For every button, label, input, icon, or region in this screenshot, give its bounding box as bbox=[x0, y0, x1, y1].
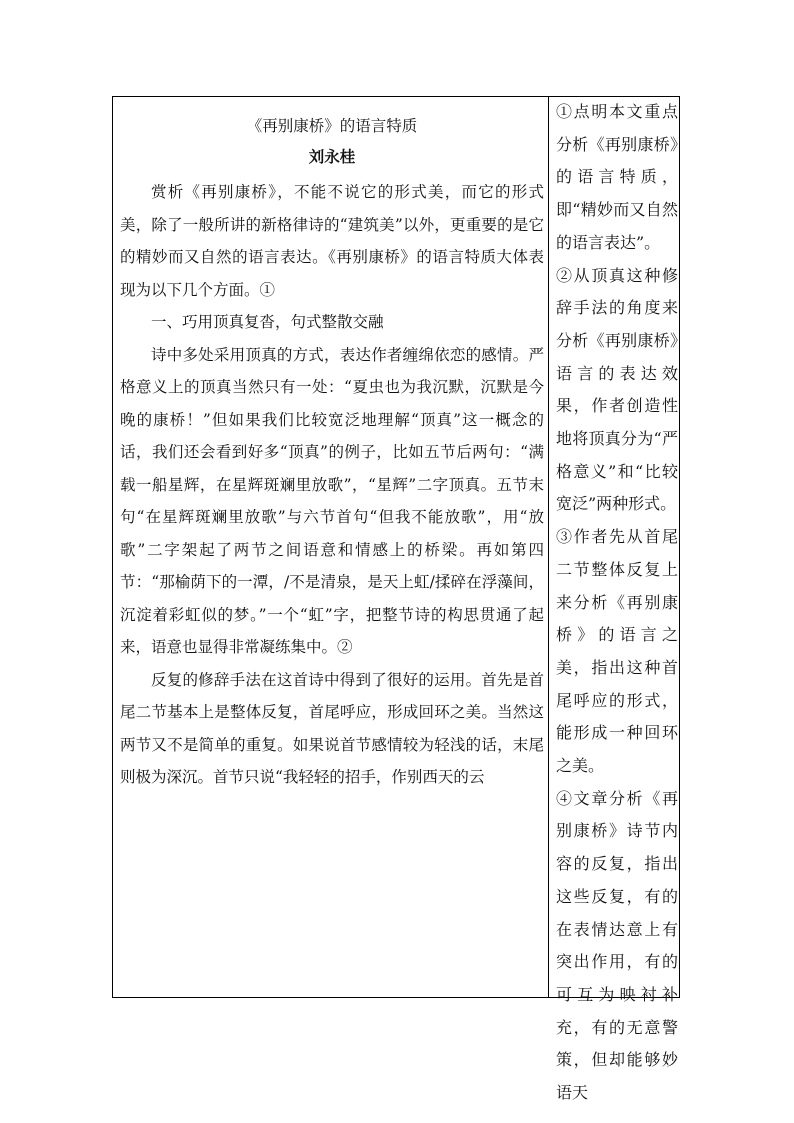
article-paragraph-dingzhen: 诗中多处采用顶真的方式，表达作者缠绵依恋的感情。严格意义上的顶真当然只有一处：“夏虫也为我沉默，沉默是今晚的康桥！”但如果我们比较宽泛地理解“顶真”这一概念的话，我们还会看到好多“顶真”的例子，比如五节后两句：“满载一船星辉，在星辉斑斓里放歌”，“星辉”二字顶真。五节末句“在星辉斑斓里放歌”与六节首句“但我不能放歌”，用“放歌”二字架起了两节之间语意和情感上的桥梁。再如第四节：“那榆荫下的一潭，/不是清泉，是天上虹/揉碎在浮藻间，沉淀着彩虹似的梦。”一个“虹”字，把整节诗的构思贯通了起来，语意也显得非常凝练集中。② bbox=[120, 345, 544, 656]
article-paragraph-repetition: 反复的修辞手法在这首诗中得到了很好的运用。首先是首尾二节基本上是整体反复，首尾呼应，形成回环之美。当然这两节又不是简单的重复。如果说首节感情较为轻浅的话，末尾则极为深沉。首节只说“我轻轻的招手，作别西天的云 bbox=[120, 670, 544, 786]
annotation-column bbox=[556, 96, 678, 1110]
column-divider bbox=[548, 96, 549, 998]
annotation-4: ④文章分析《再别康桥》诗节内容的反复，指出这些反复，有的在表情达意上有突出作用，有的可互为映衬补充，有的无意警策，但却能够妙语天 bbox=[556, 788, 678, 1103]
section-heading: 一、巧用顶真复沓，句式整散交融 bbox=[151, 313, 384, 331]
article-title: 《再别康桥》的语言特质 bbox=[246, 117, 418, 135]
article-column bbox=[120, 110, 544, 794]
annotation-3: ③作者先从首尾二节整体反复上来分析《再别康桥》的语言之美，指出这种首尾呼应的形式，能形成一种回环之美。 bbox=[556, 527, 678, 776]
annotation-1: ①点明本文重点分析《再别康桥》的语言特质，即“精妙而又自然的语言表达”。 bbox=[556, 102, 678, 252]
article-author: 刘永桂 bbox=[308, 147, 356, 166]
annotation-2: ②从顶真这种修辞手法的角度来分析《再别康桥》语言的表达效果，作者创造性地将顶真分为“严格意义”和“比较宽泛”两种形式。 bbox=[556, 265, 678, 514]
article-paragraph-intro: 赏析《再别康桥》，不能不说它的形式美，而它的形式美，除了一般所讲的新格律诗的“建筑美”以外，更重要的是它的精妙而又自然的语言表达。《再别康桥》的语言特质大体表现为以下几个方面。① bbox=[120, 183, 544, 299]
